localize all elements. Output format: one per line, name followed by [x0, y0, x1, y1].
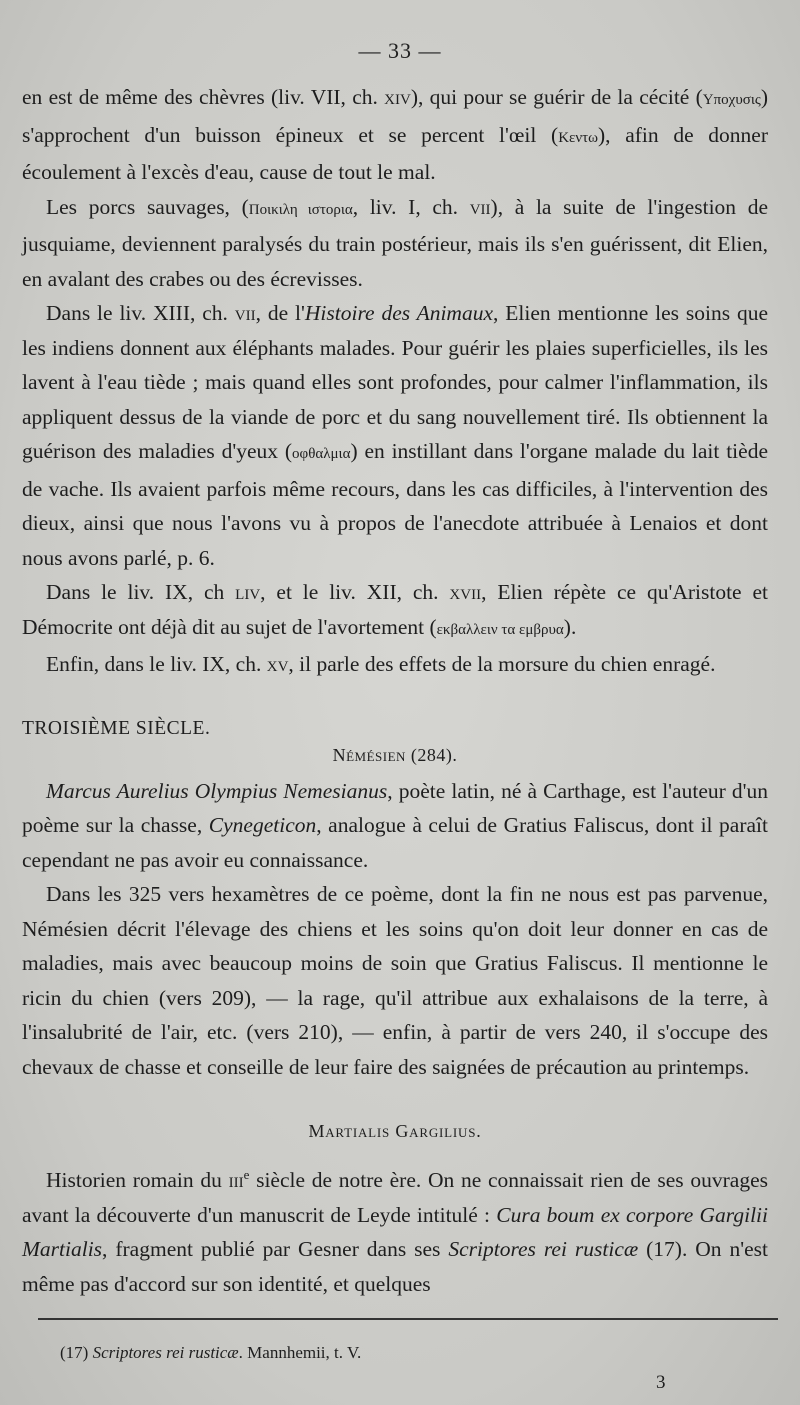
text-span: xvii [449, 580, 482, 604]
paragraph-nemesianus [22, 774, 768, 878]
spacer [22, 682, 768, 712]
page-body [22, 80, 768, 1301]
greek-word: οφθαλμια [292, 446, 351, 462]
book-title: Histoire des Animaux [304, 301, 494, 325]
superscript: e [243, 1167, 250, 1182]
text-span: , il parle des effets de la morsure du chien enragé. [288, 652, 716, 676]
page-number: — 33 — [358, 38, 442, 63]
paragraph-poem: Dans les 325 vers hexamètres de ce poème, dont la fin ne nous est pas parvenue, Némésien décrit l'élevage des chiens et les soins qu'on doit leur donner en cas de maladies, mais avec beaucoup moins de soin que Gratius Faliscus. Il mentionne le ricin du chien (vers 209), — la rage, qu'il attribue aux exhalaisons de la terre, à l'insalubrité de l'air, etc. (vers 210), — enfin, à partir de vers 240, il s'occupe des chevaux de chasse et conseille de leur faire des saignées de précaution au printemps. [22, 882, 768, 1079]
text-span: vii [469, 194, 491, 219]
text-span: en est de même des chèvres (liv. VII, ch. [22, 85, 385, 109]
book-title: Scriptores rei rusticæ [448, 1237, 639, 1262]
greek-word: Υποχυσις [702, 92, 761, 108]
text-span: xv [266, 652, 289, 676]
text-span: , poète latin, né à Carthage, est l'auteur d'un poème sur la chasse, [22, 778, 768, 837]
text-span: , Elien mentionne les soins que les indiens donnent aux éléphants malades. Pour guérir les plaies superficielles, ils les lavent à l'eau tiède ; mais quand elles sont profondes, pour calmer l'inflammation, ils appliquent dessus de la viande de porc et du sang nouvellement tiré. Ils obtiennent la guérison des maladies d'yeux ( [22, 301, 769, 463]
paragraph-rabid-dog [22, 647, 768, 682]
footnote-title: Scriptores rei rusticæ [92, 1343, 239, 1362]
author-heading-gargilius: Martialis Gargilius. [308, 1121, 482, 1141]
text-span: ). [563, 614, 577, 639]
footnote-divider [38, 1318, 778, 1320]
text-span: , Elien répète ce qu'Aristote et Démocrite ont déjà dit au sujet de l'avortement ( [22, 580, 768, 639]
paragraph-abortion [22, 575, 768, 647]
greek-word: Κεντω [558, 129, 599, 146]
text-span: vii [234, 301, 256, 325]
text-span: Les porcs sauvages, ( [46, 194, 249, 219]
paragraph-wild-boars [22, 190, 768, 297]
text-span: ) en instillant dans l'organe malade du lait tiède de vache. Ils avaient parfois même recours, dans les cas difficiles, à l'intervention des dieux, ainsi que nous l'avons vu à propos de l'anecdote attribuée à Lenaios et dont nous avons parlé, p. 6. [22, 439, 768, 570]
work-title: Cynegeticon [208, 813, 317, 837]
author-name: Marcus Aurelius Olympius Nemesianus [46, 778, 388, 803]
text-span: , fragment publié par Gesner dans ses [102, 1237, 449, 1262]
text-span: , et le liv. XII, ch. [260, 580, 450, 604]
footnote-text: . Mannhemii, t. V. [238, 1343, 362, 1362]
signature-mark: 3 [656, 1372, 666, 1393]
greek-word: εκβαλλειν τα εμβρυα [436, 621, 564, 638]
text-span: (17). On n'est même pas d'accord sur son identité, et quelques [22, 1237, 768, 1296]
text-span: ), qui pour se guérir de la cécité ( [410, 85, 703, 109]
text-span: Enfin, dans le liv. IX, ch. [46, 652, 267, 676]
greek-word: Ποικιλη ιστορια [248, 201, 353, 218]
text-span: iii [228, 1168, 244, 1193]
text-span: ) s'approchent d'un buisson épineux et se percent l'œil ( [22, 85, 769, 147]
text-span: Dans le liv. XIII, ch. [46, 301, 235, 325]
text-span: liv [235, 580, 261, 604]
century-heading: TROISIÈME SIÈCLE. [22, 717, 211, 739]
spacer [22, 1084, 768, 1114]
paragraph-elephants [22, 296, 768, 575]
text-span: ), afin de donner écoulement à l'excès d'eau, cause de tout le mal. [22, 122, 768, 184]
text-span: , liv. I, ch. [352, 194, 470, 219]
text-span: Dans le liv. IX, ch [46, 580, 236, 604]
section-heading [22, 712, 768, 774]
paragraph-goats [22, 80, 768, 190]
text-span: ), à la suite de l'ingestion de jusquiame, deviennent paralysés du train postérieur, mais ils s'en guérissent, dit Elien, en avalant des crabes ou des écrevisses. [22, 194, 769, 291]
footnote [60, 1342, 361, 1364]
footnote-number: (17) [60, 1343, 93, 1362]
text-span: , de l' [255, 301, 305, 325]
author-heading: Némésien (284). [332, 744, 458, 765]
text-span: siècle de notre ère. On ne connaissait rien de ses ouvrages avant la découverte d'un manuscrit de Leyde intitulé : [22, 1168, 768, 1227]
text-span: Historien romain du [46, 1168, 229, 1193]
text-span: xiv [384, 85, 411, 109]
paragraph-gargilius [22, 1158, 768, 1301]
manuscript-title: Cura boum ex corpore Gargilii Martialis [22, 1202, 768, 1262]
text-span: , analogue à celui de Gratius Faliscus, dont il paraît cependant ne pas avoir eu connaissance. [22, 813, 768, 872]
